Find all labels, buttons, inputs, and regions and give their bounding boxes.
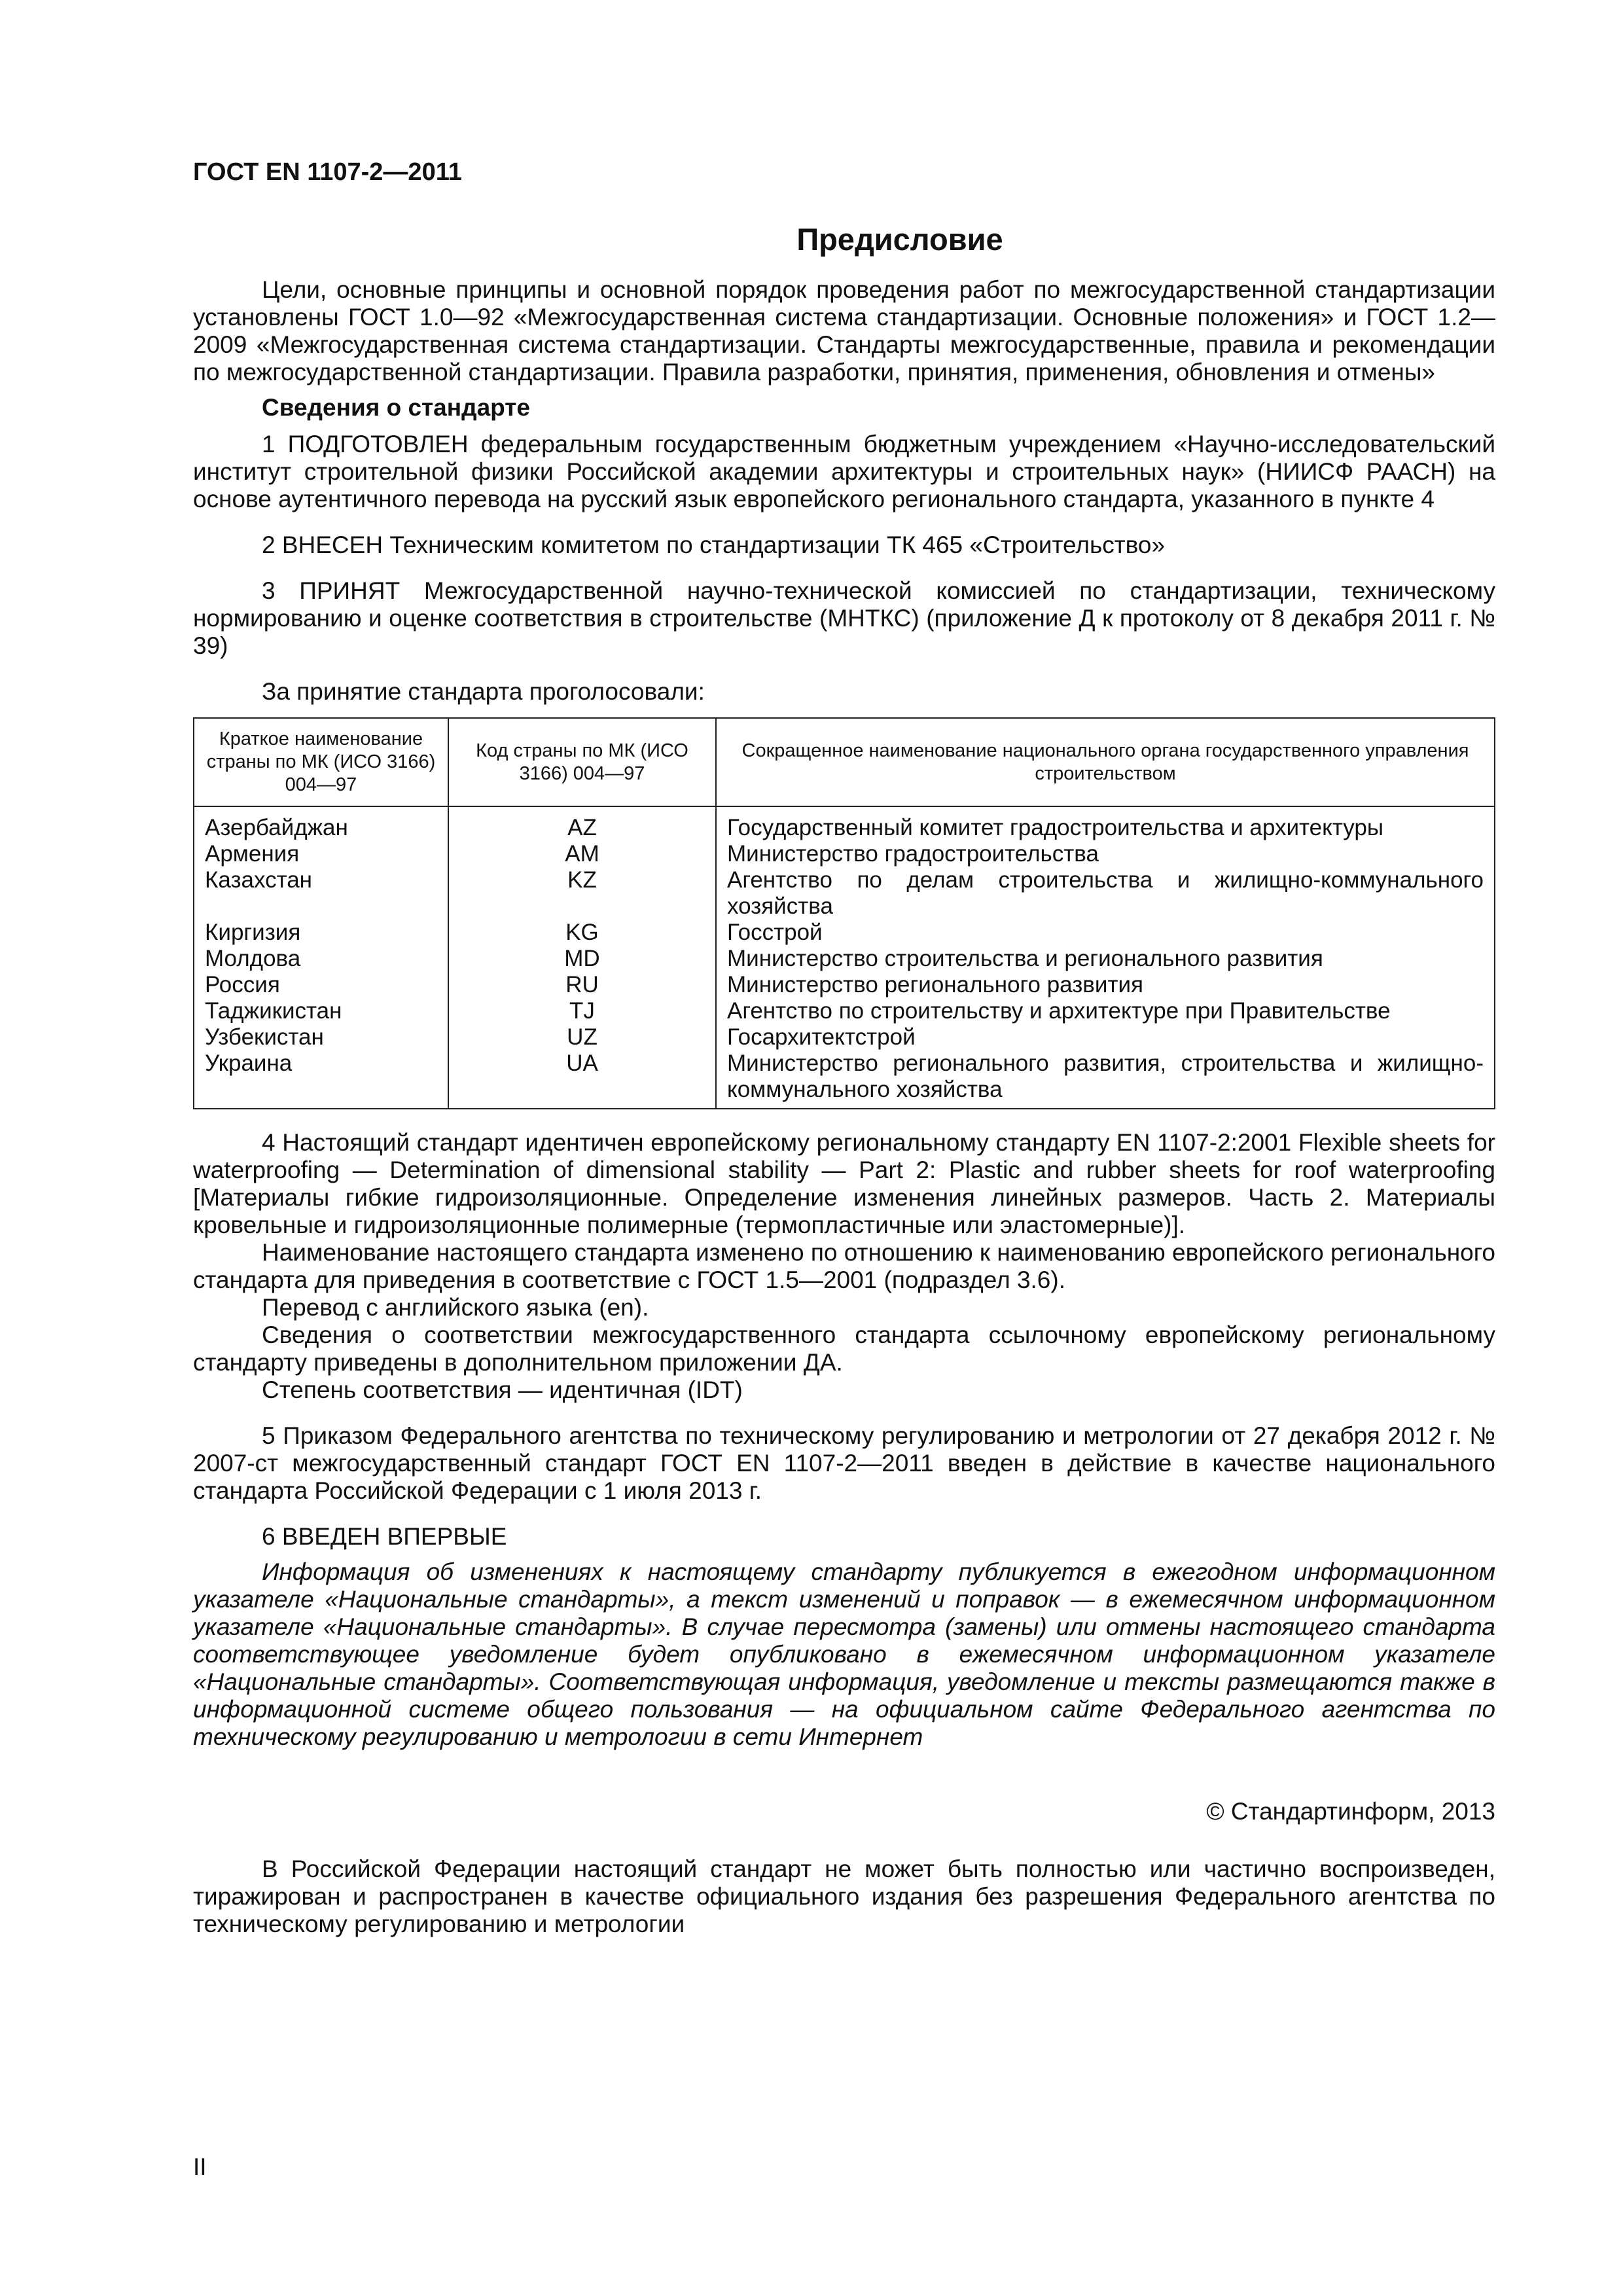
table-row [194,998,1495,1024]
authority-name: Министерство регионального развития [716,972,1495,998]
table-row [194,920,1495,946]
item-4-translation: Перевод с английского языка (en). [262,1294,649,1321]
authority-name: Министерство строительства и регионального развития [716,946,1495,972]
country-name: Молдова [194,946,448,972]
country-code: TJ [448,998,716,1024]
country-code: UA [448,1050,716,1109]
item-4-correspondence: Сведения о соответствии межгосударственного стандарта ссылочному европейскому региональному стандарту приведены в дополнительном приложении ДА. [193,1321,1495,1376]
authority-name: Министерство градостроительства [716,841,1495,867]
table-row [194,841,1495,867]
table-row [194,806,1495,841]
authority-name: Агентство по делам строительства и жилищно-коммунального хозяйства [716,867,1495,920]
country-code: KG [448,920,716,946]
reproduction-notice: В Российской Федерации настоящий стандарт не может быть полностью или частично воспроизведен, тиражирован и распространен в качестве официального издания без разрешения Федерального агентства по техническому регулированию и метрологии [193,1856,1495,1937]
country-code: UZ [448,1024,716,1050]
item-5-order: 5 Приказом Федерального агентства по техническому регулированию и метрологии от 27 декабря 2012 г. № 2007-ст межгосударственный стандарт ГОСТ EN 1107-2—2011 введен в действие в качестве национального стандарта Российской Федерации с 1 июля 2013 г. [193,1422,1495,1504]
header-country-name: Краткое наименование страны по МК (ИСО 3166) 004—97 [194,718,448,806]
item-4-name-change: Наименование настоящего стандарта изменено по отношению к наименованию европейского регионального стандарта для приведения в соответствие с ГОСТ 1.5—2001 (подраздел 3.6). [193,1239,1495,1293]
authority-name: Госархитектстрой [716,1024,1495,1050]
authority-name: Госстрой [716,920,1495,946]
country-name: Киргизия [194,920,448,946]
section-heading: Сведения о стандарте [262,394,530,421]
authority-name: Государственный комитет градостроительства и архитектуры [716,806,1495,841]
country-code: KZ [448,867,716,920]
country-code: AM [448,841,716,867]
intro-paragraph: Цели, основные принципы и основной порядок проведения работ по межгосударственной стандартизации установлены ГОСТ 1.0—92 «Межгосударственная система стандартизации. Основные положения» и ГОСТ 1.2—2009 «Межгосударственная система стандартизации. Стандарты межгосударственные, правила и рекомендации по межгосударственной стандартизации. Правила разработки, принятия, применения, обновления и отмены» [193,276,1495,386]
header-authority: Сокращенное наименование национального органа государственного управления строительством [716,718,1495,806]
authority-name: Министерство регионального развития, строительства и жилищно-коммунального хозяйства [716,1050,1495,1109]
table-row [194,1050,1495,1109]
header-country-code: Код страны по МК (ИСО 3166) 004—97 [448,718,716,806]
changes-notice: Информация об изменениях к настоящему стандарту публикуется в ежегодном информационном указателе «Национальные стандарты», а текст изменений и поправок — в ежемесячном информационном указателе «Национальные стандарты». В случае пересмотра (замены) или отмены настоящего стандарта соответствующее уведомление будет опубликовано в ежемесячном информационном указателе «Национальные стандарты». Соответствующая информация, уведомление и тексты размещаются также в информационной системе общего пользования — на официальном сайте Федерального агентства по техническому регулированию и метрологии в сети Интернет [193,1558,1495,1750]
votes-table [193,717,1495,1109]
item-6-introduced: 6 ВВЕДЕН ВПЕРВЫЕ [262,1523,507,1550]
authority-name: Агентство по строительству и архитектуре при Правительстве [716,998,1495,1024]
table-row [194,1024,1495,1050]
country-name: Таджикистан [194,998,448,1024]
item-2-submitted: 2 ВНЕСЕН Техническим комитетом по стандартизации ТК 465 «Строительство» [262,531,1166,558]
country-code: RU [448,972,716,998]
page-number: II [193,2153,207,2180]
country-code: MD [448,946,716,972]
country-name: Россия [194,972,448,998]
country-name: Армения [194,841,448,867]
country-name: Азербайджан [194,806,448,841]
page-title: Предисловие [796,222,1003,257]
document-code: ГОСТ EN 1107-2—2011 [193,158,462,186]
item-4-identical-standard: 4 Настоящий стандарт идентичен европейскому региональному стандарту EN 1107-2:2001 Flexible sheets for waterproofing — Determination of dimensional stability — Part 2: Plastic and rubber sheets for roof waterproofing [Материалы гибкие гидроизоляционные. Определение изменения линейных размеров. Часть 2. Материалы кровельные и гидроизоляционные полимерные (термопластичные или эластомерные)]. [193,1129,1495,1238]
table-row [194,946,1495,972]
table-header-row [194,718,1495,806]
item-1-prepared: 1 ПОДГОТОВЛЕН федеральным государственным бюджетным учреждением «Научно-исследовательский институт строительной физики Российской академии архитектуры и строительных наук» (НИИСФ РААСН) на основе аутентичного перевода на русский язык европейского регионального стандарта, указанного в пункте 4 [193,431,1495,512]
item-3-adopted: 3 ПРИНЯТ Межгосударственной научно-технической комиссией по стандартизации, техническому нормированию и оценке соответствия в строительстве (МНТКС) (приложение Д к протоколу от 8 декабря 2011 г. № 39) [193,577,1495,659]
document-page [193,157,1495,1938]
vote-intro: За принятие стандарта проголосовали: [262,678,705,705]
table-row [194,972,1495,998]
country-name: Узбекистан [194,1024,448,1050]
item-4-degree: Степень соответствия — идентичная (IDT) [262,1376,743,1403]
table-row [194,867,1495,920]
country-name: Казахстан [194,867,448,920]
country-name: Украина [194,1050,448,1109]
country-code: AZ [448,806,716,841]
copyright-line: © Стандартинформ, 2013 [1206,1798,1495,1825]
